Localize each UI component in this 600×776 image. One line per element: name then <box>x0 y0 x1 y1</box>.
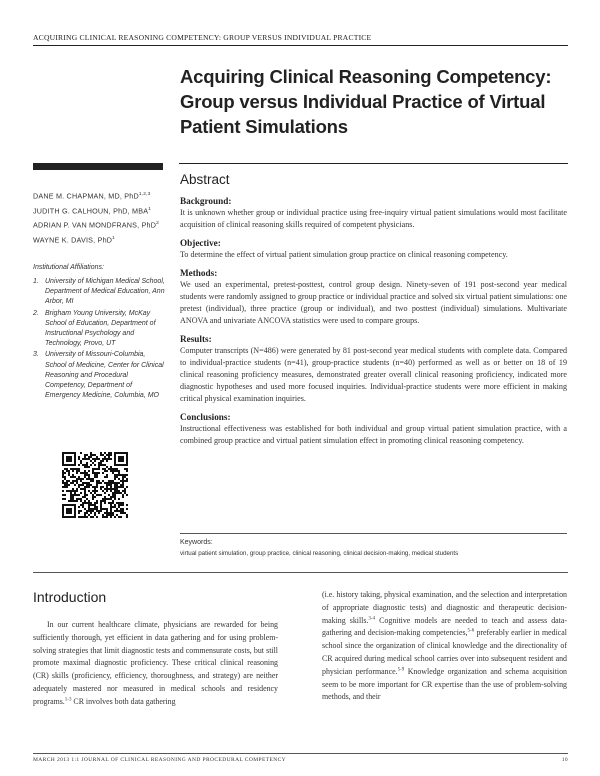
author: JUDITH G. CALHOUN, PhD, MBA$^1$ <box>33 205 152 215</box>
keywords-text: virtual patient simulation, group practice, clinical reasoning, clinical decision-making, medical students <box>180 550 459 557</box>
running-head: ACQUIRING CLINICAL REASONING COMPETENCY: GROUP VERSUS INDIVIDUAL PRACTICE <box>33 33 568 46</box>
keywords-divider <box>180 533 567 534</box>
qr-code-icon[interactable] <box>62 452 128 518</box>
keywords-label: Keywords: <box>180 539 213 546</box>
author-list <box>33 188 173 246</box>
results-text: Computer transcripts (N=486) were generated by 81 post-second year medical students with complete data. Compared to individual-practice students (n=41), group-practice students (n=40) performed as well as or better on 18 of 19 clinical reasoning proficiency measures, demonstrated greater overall clinical reasoning proficiency, indicated more diagnostic hypotheses and used more focused inquiries. Individual-practice students were more efficient in making critical physical examination inquiries. <box>180 346 567 403</box>
affiliation-item: 1. University of Michigan Medical School, Department of Medical Education, Ann Arbor, MI <box>33 278 165 306</box>
conclusions-text: Instructional effectiveness was established for both individual and group virtual patient simulation practice, with a combined group practice and virtual patient simulation effect in promoting clinical reasoning competency. <box>180 424 567 445</box>
footer-divider <box>33 753 568 754</box>
background-text: It is unknown whether group or individual practice using free-inquiry virtual patient simulations would most facilitate acquisition of clinical reasoning skills required of competent physicians. <box>180 208 567 229</box>
abstract-heading: Abstract <box>180 172 230 187</box>
journal-citation: MARCH 2013 1:1 JOURNAL OF CLINICAL REASONING AND PROCEDURAL COMPETENCY <box>33 757 287 763</box>
abstract-body <box>180 196 567 454</box>
introduction-paragraph: In our current healthcare climate, physicians are rewarded for being sufficiently thorough, yet efficient in data gathering and for using problem-solving strategies that limit diagnostic tests and commensurate costs, but still promote maximal diagnostic proficiency. These critical clinical reasoning (CR) skills (proficiency, efficiency, thoroughness, and strategy) are neither adequately mastered nor measured in medical schools and residency programs.$^{1-3}$ CR involves both data gathering <box>33 620 278 706</box>
methods-heading: Methods: <box>180 268 218 278</box>
conclusions-heading: Conclusions: <box>180 412 231 422</box>
article-title: Acquiring Clinical Reasoning Competency: Group versus Individual Practice of Virtual Patient Simulations <box>180 66 552 137</box>
results-heading: Results: <box>180 334 212 344</box>
objective-text: To determine the effect of virtual patient simulation group practice on clinical reasoning competency. <box>180 250 508 259</box>
affiliations-heading: Institutional Affiliations: <box>33 264 104 271</box>
affiliation-item: 2. Brigham Young University, McKay School of Education, Department of Instructional Psychology and Technology, Provo, UT <box>33 309 156 348</box>
introduction-right-column <box>322 589 567 704</box>
left-divider-bar <box>33 163 163 170</box>
objective-heading: Objective: <box>180 238 221 248</box>
author: DANE M. CHAPMAN, MD, PhD$^{1,2,3}$ <box>33 191 151 201</box>
page-footer <box>33 757 568 763</box>
page-number: 10 <box>561 757 568 763</box>
author: ADRIAN P. VAN MONDFRANS, PhD$^2$ <box>33 220 160 230</box>
right-divider-rule <box>179 163 568 164</box>
author: WAYNE K. DAVIS, PhD$^1$ <box>33 235 116 245</box>
introduction-divider <box>33 572 568 573</box>
affiliation-item: 3. University of Missouri-Columbia, School of Medicine, Center for Clinical Reasoning and Procedural Competency, Department of Emergency Medicine, Columbia, MO <box>33 351 164 400</box>
methods-text: We used an experimental, pretest-posttest, control group design. Ninety-seven of 191 post-second year medical students were randomly assigned to group practice or individual practice and solved six virtual patient simulations: one pretest (individual), three practice (group or individual), and two posttest (individual) simulations. Multivariate ANOVA and univariate ANCOVA statistics were used to compare groups. <box>180 280 567 325</box>
introduction-paragraph-continued: (i.e. history taking, physical examination, and the selection and interpretation of appropriate diagnostic tests) and diagnostic and therapeutic decision-making skills.$^{3-4}$ Cognitive models are needed to teach and assess data-gathering and decision-making competencies,$^{5-6}$ preferably earlier in medical school since the organization of clinical knowledge and the directionality of CR acquired during medical school carries over into subsequent resident and physician performance.$^{5-9}$ Knowledge organization and schema acquisition seem to be more important for CR expertise than the use of problem-solving methods, and their <box>322 590 567 702</box>
introduction-heading: Introduction <box>33 589 107 605</box>
introduction-left-column <box>33 619 278 709</box>
affiliations-list <box>33 277 168 402</box>
background-heading: Background: <box>180 196 232 206</box>
